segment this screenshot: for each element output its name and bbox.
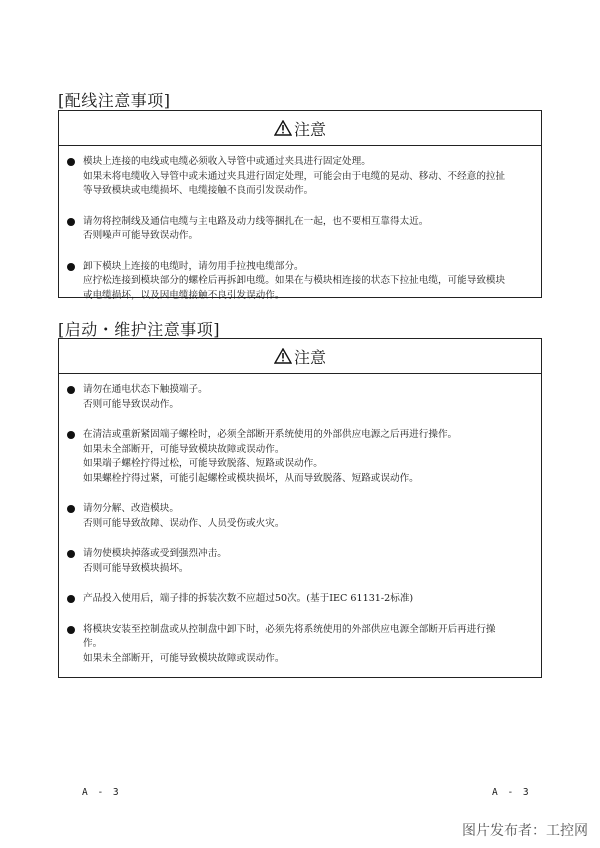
page-number-right: A - 3 bbox=[492, 787, 531, 798]
caution-list-startup-maintenance bbox=[59, 374, 541, 666]
caution-item-line: 否则可能导致故障、误动作、人员受伤或火灾。 bbox=[83, 517, 285, 529]
section-title-startup-maintenance: [启动・维护注意事项] bbox=[58, 320, 220, 339]
caution-item-line: 否则可能导致模块损坏。 bbox=[83, 562, 189, 574]
bullet-icon bbox=[67, 550, 75, 558]
bullet-icon bbox=[67, 626, 75, 634]
caution-list-wiring bbox=[59, 146, 541, 303]
caution-item-line: 否则可能导致误动作。 bbox=[83, 398, 179, 410]
caution-item bbox=[67, 260, 533, 304]
bullet-icon bbox=[67, 158, 75, 166]
bullet-icon bbox=[67, 218, 75, 226]
caution-box-startup-maintenance bbox=[58, 338, 542, 678]
caution-item bbox=[67, 428, 533, 486]
watermark-text: 图片发布者：工控网 bbox=[462, 823, 588, 839]
caution-item-line: 或电缆损坏，以及因电缆接触不良引发误动作。 bbox=[83, 289, 285, 301]
caution-item bbox=[67, 215, 533, 244]
caution-item-line: 请勿使模块掉落或受到强烈冲击。 bbox=[83, 548, 227, 559]
caution-item-line: 如果未全部断开，可能导致模块故障或误动作。 bbox=[83, 652, 285, 664]
caution-item bbox=[67, 383, 533, 412]
bullet-icon bbox=[67, 505, 75, 513]
caution-item-line: 等导致模块或电缆损坏、电缆接触不良而引发误动作。 bbox=[83, 185, 314, 196]
warning-triangle-icon bbox=[274, 120, 292, 136]
caution-header bbox=[59, 111, 541, 146]
caution-item-line: 如果未将电缆收入导管中或未通过夹具进行固定处理，可能会由于电缆的晃动、移动、不经意的拉扯 bbox=[83, 170, 506, 182]
caution-item-line: 模块上连接的电线或电缆必须收入导管中或通过夹具进行固定处理。 bbox=[83, 156, 371, 167]
caution-item-line: 产品投入使用后，端子排的拆装次数不应超过50次。(基于IEC 61131-2标准) bbox=[83, 593, 414, 604]
bullet-icon bbox=[67, 263, 75, 271]
caution-item bbox=[67, 547, 533, 576]
caution-item-line: 如果螺栓拧得过紧，可能引起螺栓或模块损坏，从而导致脱落、短路或误动作。 bbox=[83, 472, 419, 484]
caution-box-wiring bbox=[58, 110, 542, 301]
caution-item-line: 请勿在通电状态下触摸端子。 bbox=[83, 384, 208, 395]
caution-item-line: 否则噪声可能导致误动作。 bbox=[83, 230, 199, 241]
caution-title: 注意 bbox=[293, 119, 326, 139]
caution-item-line: 作。 bbox=[83, 638, 103, 649]
caution-item-line: 应拧松连接到模块部分的螺栓后再拆卸电缆。如果在与模块相连接的状态下拉扯电缆，可能导致模块 bbox=[83, 275, 506, 286]
caution-item-line: 如果端子螺栓拧得过松，可能导致脱落、短路或误动作。 bbox=[83, 458, 323, 469]
bullet-icon bbox=[67, 595, 75, 603]
bullet-icon bbox=[67, 386, 75, 394]
page-number-left: A - 3 bbox=[82, 787, 121, 798]
caution-item-line: 请勿分解、改造模块。 bbox=[83, 503, 179, 514]
caution-item-line: 将模块安装至控制盘或从控制盘中卸下时，必须先将系统使用的外部供应电源全部断开后再进行操 bbox=[83, 623, 496, 635]
caution-item-line: 请勿将控制线及通信电缆与主电路及动力线等捆扎在一起，也不要相互靠得太近。 bbox=[83, 215, 429, 227]
section-title-wiring: [配线注意事项] bbox=[58, 91, 171, 110]
caution-header bbox=[59, 339, 541, 374]
caution-item bbox=[67, 623, 533, 667]
caution-item bbox=[67, 502, 533, 531]
caution-title: 注意 bbox=[293, 347, 326, 367]
caution-item bbox=[67, 155, 533, 199]
caution-item-line: 卸下模块上连接的电缆时，请勿用手拉拽电缆部分。 bbox=[83, 260, 304, 272]
caution-item-line: 如果未全部断开，可能导致模块故障或误动作。 bbox=[83, 443, 285, 455]
bullet-icon bbox=[67, 431, 75, 439]
caution-item bbox=[67, 592, 533, 607]
caution-item-line: 在清洁或重新紧固端子螺栓时，必须全部断开系统使用的外部供应电源之后再进行操作。 bbox=[83, 429, 458, 440]
warning-triangle-icon bbox=[274, 348, 292, 364]
